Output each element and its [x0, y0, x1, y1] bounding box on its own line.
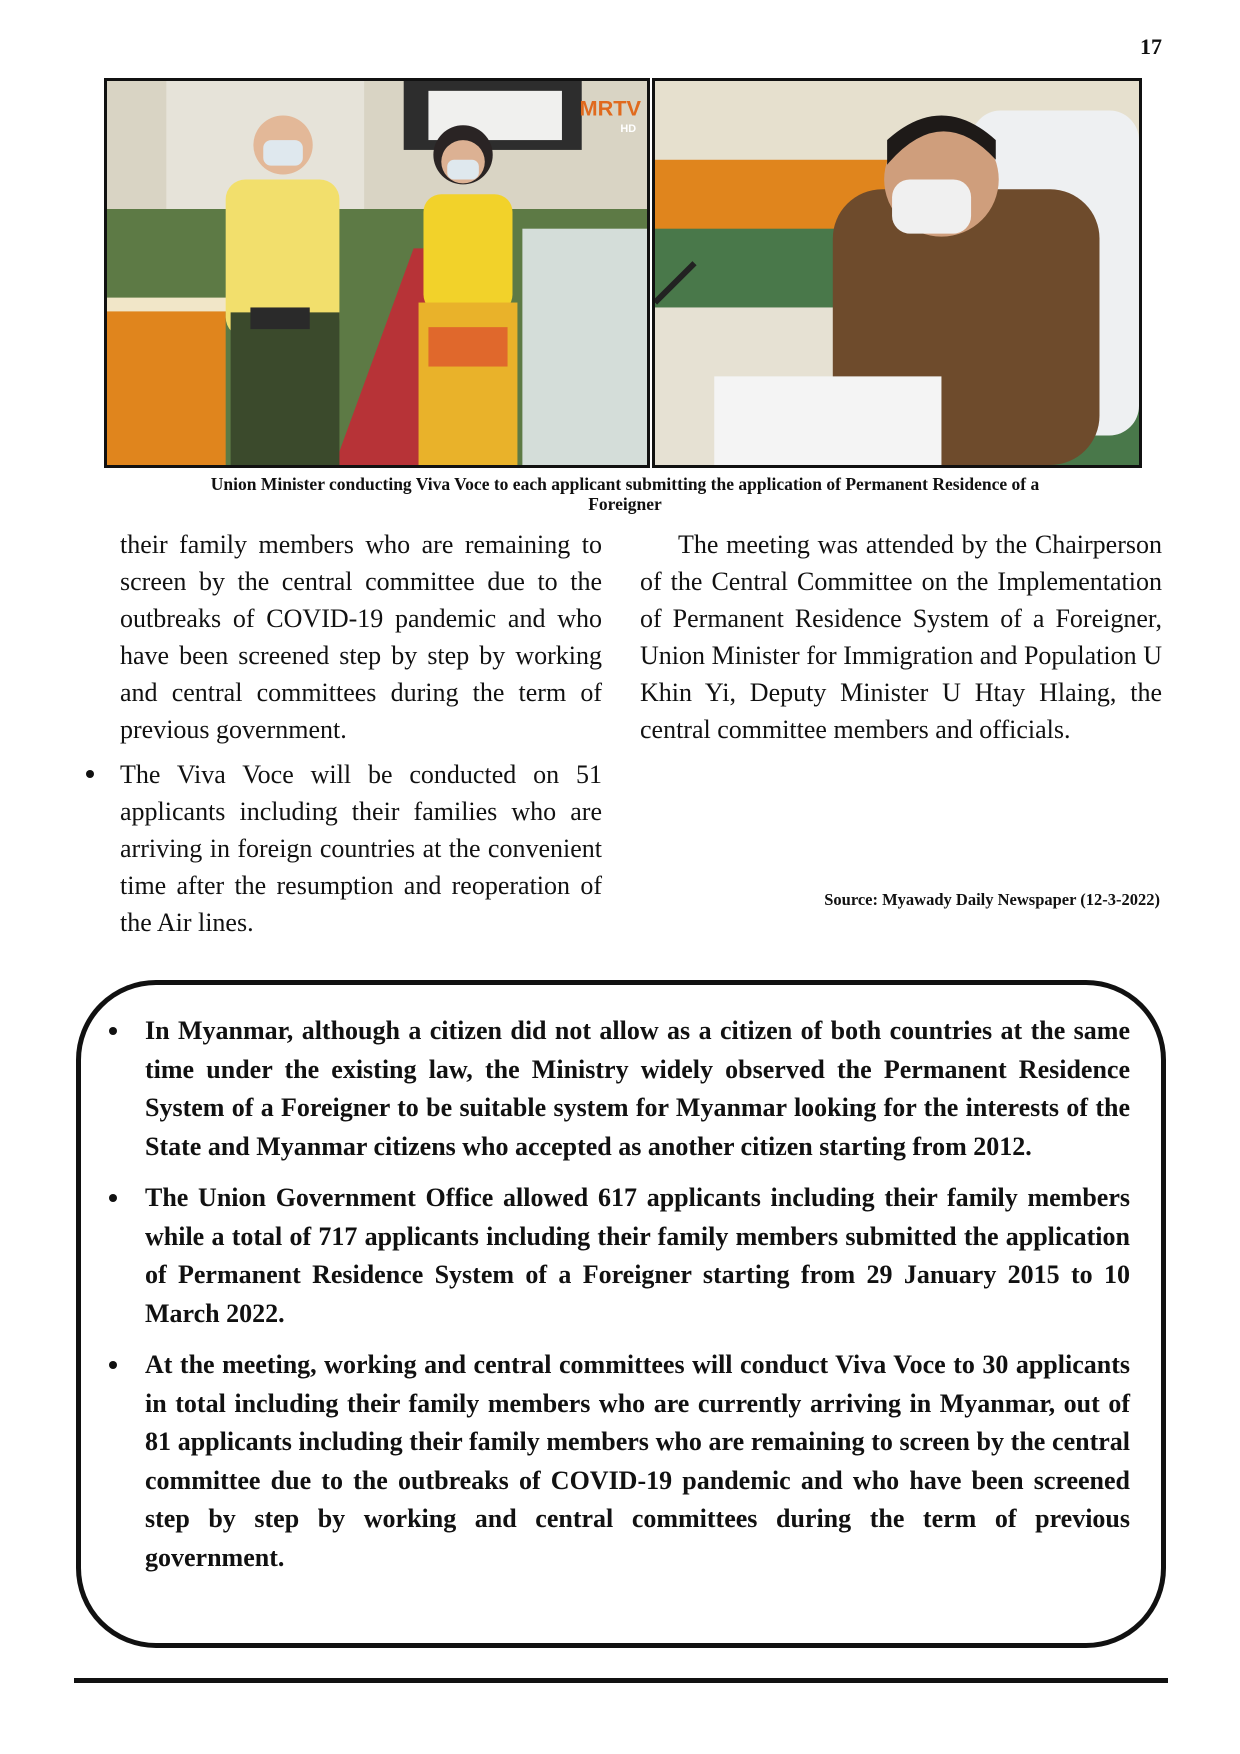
highlight-item [145, 1346, 1130, 1577]
left-paragraph: their family members who are remaining to screen by the central committee due to the outbreaks of COVID-19 pandemic and who have been screened step by step by working and central committees during the term of previous government. [120, 530, 602, 744]
bottom-rule [74, 1678, 1168, 1683]
highlight-item-text: At the meeting, working and central committees will conduct Viva Voce to 30 applicants in total including their family members who are currently arriving in Myanmar, out of 81 applicants including their family members who are remaining to screen by the central committee due to the outbreaks of COVID-19 pandemic and who have been screened step by step by working and central committees during the term of previous government. [145, 1350, 1130, 1572]
caption-line-1: Union Minister conducting Viva Voce to each applicant submitting the application of Permanent Residence of a [210, 474, 1040, 494]
highlight-item [145, 1012, 1130, 1166]
highlight-item [145, 1179, 1130, 1333]
bullet-icon [109, 1194, 117, 1202]
caption-line-2: Foreigner [588, 494, 662, 514]
bullet-icon [86, 770, 94, 778]
left-bullet-text: The Viva Voce will be conducted on 51 applicants including their families who are arriving in foreign countries at the convenient time after the resumption and reoperation of the Air lines. [120, 760, 602, 937]
mrtv-watermark: MRTV [579, 95, 642, 121]
mrtv-hd-watermark: HD [620, 123, 637, 136]
applicants-photo-image [107, 81, 647, 465]
highlight-item-text: In Myanmar, although a citizen did not allow as a citizen of both countries at the same time under the existing law, the Ministry widely observed the Permanent Residence System of a Foreigner to be suitable system for Myanmar looking for the interests of the State and Myanmar citizens who accepted as another citizen starting from 2012. [145, 1016, 1130, 1161]
bullet-icon [109, 1027, 117, 1035]
left-column [120, 526, 602, 941]
right-paragraph: The meeting was attended by the Chairperson of the Central Committee on the Implementation of Permanent Residence System of a Foreigner, Union Minister for Immigration and Population U Khin Yi, Deputy Minister U Htay Hlaing, the central committee members and officials. [640, 530, 1162, 744]
photo-caption [110, 474, 1140, 514]
photo-union-minister [652, 78, 1142, 468]
page-number: 17 [1140, 34, 1162, 59]
highlight-item-text: The Union Government Office allowed 617 applicants including their family members while a total of 717 applicants including their family members submitted the application of Permanent Residence System of a Foreigner starting from 29 January 2015 to 10 March 2022. [145, 1183, 1130, 1328]
source-note: Source: Myawady Daily Newspaper (12-3-2022) [824, 890, 1160, 909]
highlight-list [145, 1012, 1130, 1590]
right-column [640, 526, 1162, 748]
union-minister-photo-image [655, 81, 1139, 465]
photo-applicants [104, 78, 650, 468]
left-bullet-item [120, 756, 602, 941]
bullet-icon [109, 1361, 117, 1369]
